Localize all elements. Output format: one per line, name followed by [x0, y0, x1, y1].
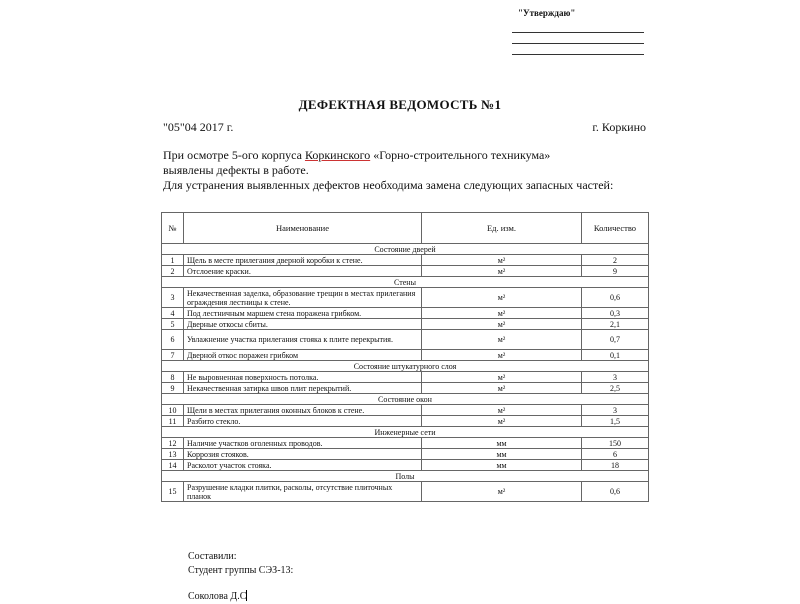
cell-unit: м² [422, 383, 582, 394]
cell-unit: м² [422, 319, 582, 330]
cell-name: Коррозия стояков. [184, 449, 422, 460]
section-row [162, 394, 649, 405]
cell-qty: 0,1 [582, 350, 649, 361]
table-row [162, 416, 649, 427]
cell-qty: 18 [582, 460, 649, 471]
cell-qty: 6 [582, 449, 649, 460]
cell-qty: 0,7 [582, 330, 649, 350]
header-num: № [162, 213, 184, 244]
table-body [162, 244, 649, 502]
cell-name: Дверные откосы сбиты. [184, 319, 422, 330]
section-title: Полы [162, 471, 649, 482]
cell-name: Увлажнение участка прилегания стояка к плите перекрытия. [184, 330, 422, 350]
signature-name: Соколова Д.С [188, 591, 247, 602]
cell-qty: 9 [582, 266, 649, 277]
cell-qty: 0,3 [582, 308, 649, 319]
document-title: ДЕФЕКТНАЯ ВЕДОМОСТЬ №1 [298, 97, 502, 112]
cell-unit: м² [422, 266, 582, 277]
cell-name: Не выровненная поверхность потолка. [184, 372, 422, 383]
text-cursor [246, 590, 247, 601]
section-row [162, 471, 649, 482]
section-title: Состояние дверей [162, 244, 649, 255]
cell-num: 1 [162, 255, 184, 266]
cell-num: 4 [162, 308, 184, 319]
intro-line-1 [163, 148, 683, 163]
cell-unit: м² [422, 308, 582, 319]
cell-qty: 2 [582, 255, 649, 266]
cell-num: 15 [162, 482, 184, 502]
header-qty: Количество [582, 213, 649, 244]
table-row [162, 266, 649, 277]
cell-name: Некачественная заделка, образование трещин в местах прилегания ограждения лестницы к стене. [184, 288, 422, 308]
table-row [162, 255, 649, 266]
cell-unit: м² [422, 350, 582, 361]
cell-qty: 2,5 [582, 383, 649, 394]
section-row [162, 277, 649, 288]
section-title: Стены [162, 277, 649, 288]
table-row [162, 372, 649, 383]
approval-block [512, 8, 644, 55]
cell-name: Щели в местах прилегания оконных блоков к стене. [184, 405, 422, 416]
table-row [162, 308, 649, 319]
defects-table [161, 212, 649, 502]
intro-text: При осмотре 5-ого корпуса [163, 148, 305, 162]
intro-paragraph [163, 148, 683, 193]
section-title: Состояние окон [162, 394, 649, 405]
table-row [162, 482, 649, 502]
cell-qty: 2,1 [582, 319, 649, 330]
approval-signature-line [512, 44, 644, 55]
table-header-row [162, 213, 649, 244]
table-row [162, 350, 649, 361]
cell-unit: м² [422, 416, 582, 427]
cell-unit: м² [422, 482, 582, 502]
cell-unit: м² [422, 405, 582, 416]
cell-num: 10 [162, 405, 184, 416]
cell-num: 13 [162, 449, 184, 460]
cell-name: Разрушение кладки плитки, расколы, отсутствие плиточных планок [184, 482, 422, 502]
header-name: Наименование [184, 213, 422, 244]
cell-num: 8 [162, 372, 184, 383]
section-row [162, 244, 649, 255]
intro-line-2: выявлены дефекты в работе. [163, 163, 309, 177]
cell-name: Под лестничным маршем стена поражена грибком. [184, 308, 422, 319]
cell-name: Дверной откос поражен грибком [184, 350, 422, 361]
cell-name: Разбито стекло. [184, 416, 422, 427]
cell-num: 2 [162, 266, 184, 277]
cell-qty: 3 [582, 405, 649, 416]
cell-unit: мм [422, 460, 582, 471]
table-row [162, 438, 649, 449]
cell-num: 14 [162, 460, 184, 471]
cell-name: Некачественная затирка швов плит перекрытий. [184, 383, 422, 394]
cell-num: 7 [162, 350, 184, 361]
cell-num: 6 [162, 330, 184, 350]
section-row [162, 427, 649, 438]
table-row [162, 383, 649, 394]
cell-name: Наличие участков оголенных проводов. [184, 438, 422, 449]
header-unit: Ед. изм. [422, 213, 582, 244]
table-row [162, 288, 649, 308]
cell-num: 5 [162, 319, 184, 330]
section-title: Инженерные сети [162, 427, 649, 438]
cell-unit: мм [422, 449, 582, 460]
table-row [162, 460, 649, 471]
table-row [162, 330, 649, 350]
table-row [162, 319, 649, 330]
cell-num: 12 [162, 438, 184, 449]
cell-qty: 3 [582, 372, 649, 383]
composed-label: Составили: [188, 551, 237, 562]
cell-unit: м² [422, 255, 582, 266]
cell-qty: 0,6 [582, 288, 649, 308]
intro-underlined-word: Коркинского [304, 148, 371, 162]
cell-num: 3 [162, 288, 184, 308]
signature-line [188, 590, 247, 604]
cell-unit: мм [422, 438, 582, 449]
cell-num: 9 [162, 383, 184, 394]
cell-qty: 150 [582, 438, 649, 449]
date-city-line [163, 120, 646, 135]
approval-label: "Утверждаю" [518, 8, 576, 18]
approval-signature-line [512, 22, 644, 33]
table-row [162, 405, 649, 416]
cell-name: Отслоение краски. [184, 266, 422, 277]
approval-signature-line [512, 33, 644, 44]
student-group-label: Студент группы СЭЗ-13: [188, 565, 294, 576]
intro-text: «Горно-строительного техникума» [370, 148, 551, 162]
table-row [162, 449, 649, 460]
cell-qty: 1,5 [582, 416, 649, 427]
cell-num: 11 [162, 416, 184, 427]
document-city: г. Коркино [592, 120, 646, 134]
cell-unit: м² [422, 330, 582, 350]
cell-name: Щель в месте прилегания дверной коробки к стене. [184, 255, 422, 266]
footer-signatures [188, 550, 293, 604]
intro-line-3: Для устранения выявленных дефектов необходима замена следующих запасных частей: [163, 178, 614, 192]
document-date: "05"04 2017 г. [163, 120, 234, 134]
cell-unit: м² [422, 288, 582, 308]
cell-name: Расколот участок стояка. [184, 460, 422, 471]
cell-qty: 0,6 [582, 482, 649, 502]
section-row [162, 361, 649, 372]
section-title: Состояние штукатурного слоя [162, 361, 649, 372]
cell-unit: м² [422, 372, 582, 383]
